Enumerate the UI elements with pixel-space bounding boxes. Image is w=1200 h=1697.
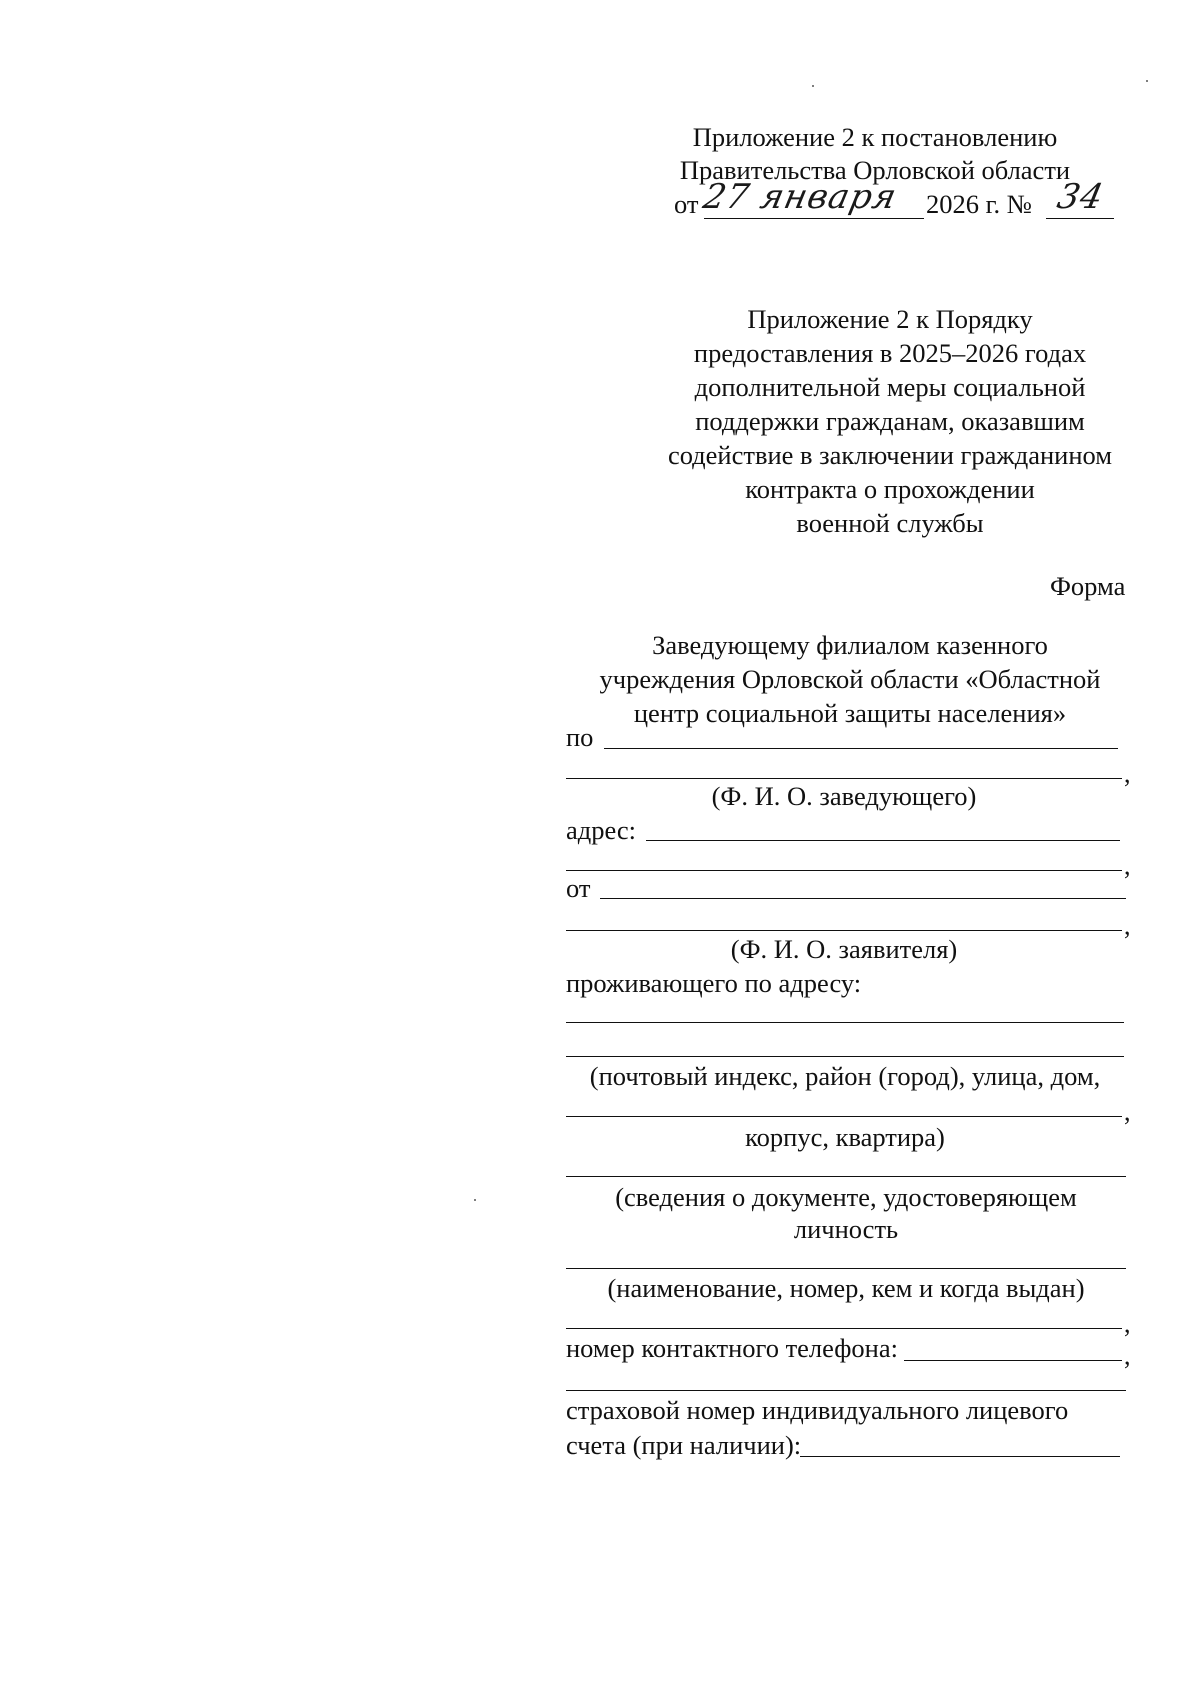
scan-speck: [812, 85, 814, 87]
id-document-hint-1: (сведения о документе, удостоверяющем: [615, 1182, 1077, 1212]
applicant-name-hint: (Ф. И. О. заявителя): [730, 934, 958, 964]
head-name-hint: (Ф. И. О. заведующего): [711, 781, 977, 811]
procedure-line: содействие в заключении гражданином: [667, 440, 1113, 470]
procedure-line: поддержки гражданам, оказавшим: [695, 406, 1085, 436]
residence-field-line-2[interactable]: [566, 1056, 1124, 1057]
comma: ,: [1124, 759, 1131, 788]
procedure-line: дополнительной меры социальной: [694, 372, 1086, 402]
applicant-name-field-line-1[interactable]: [600, 898, 1126, 899]
id-document-field-line-3[interactable]: [566, 1328, 1122, 1329]
date-underline: [704, 218, 924, 219]
decree-government-line: Правительства Орловской области: [679, 155, 1071, 185]
po-label: по: [566, 722, 594, 752]
phone-field-line[interactable]: [904, 1360, 1122, 1361]
id-document-hint-2: личность: [793, 1214, 899, 1244]
residence-hint-2: корпус, квартира): [745, 1122, 945, 1152]
handwritten-number: 34: [1053, 177, 1108, 217]
snils-label-line-1: страховой номер индивидуального лицевого: [566, 1395, 1069, 1425]
procedure-line: Приложение 2 к Порядку: [747, 304, 1033, 334]
procedure-line: контракта о прохождении: [745, 474, 1035, 504]
comma: ,: [1124, 1341, 1131, 1370]
comma: ,: [1124, 851, 1131, 880]
decree-year-number-label: 2026 г. №: [926, 189, 1033, 219]
procedure-line: военной службы: [796, 508, 984, 538]
decree-appendix-title: Приложение 2 к постановлению: [692, 122, 1058, 152]
handwritten-date: 27 января: [699, 177, 901, 217]
addressee-line: центр социальной защиты населения»: [633, 698, 1067, 728]
snils-field-line[interactable]: [800, 1456, 1120, 1457]
addressee-line: Заведующему филиалом казенного: [652, 630, 1048, 660]
residing-label: проживающего по адресу:: [566, 968, 862, 998]
address-label: адрес:: [566, 815, 637, 845]
head-name-field-line-2[interactable]: [566, 778, 1122, 779]
decree-from-prefix: от: [674, 189, 699, 219]
residence-field-line-3[interactable]: [566, 1116, 1122, 1117]
phone-label: номер контактного телефона:: [566, 1333, 898, 1363]
address-field-line-1[interactable]: [646, 840, 1120, 841]
address-field-line-2[interactable]: [566, 870, 1122, 871]
scan-speck: [1146, 80, 1148, 82]
comma: ,: [1124, 1097, 1131, 1126]
id-document-field-line-1[interactable]: [566, 1176, 1126, 1177]
snils-label-line-2: счета (при наличии):: [566, 1430, 802, 1460]
comma: ,: [1124, 1309, 1131, 1338]
from-label: от: [566, 873, 591, 903]
id-document-hint-3: (наименование, номер, кем и когда выдан): [607, 1273, 1085, 1303]
comma: ,: [1124, 911, 1131, 940]
procedure-line: предоставления в 2025–2026 годах: [693, 338, 1087, 368]
id-document-field-line-2[interactable]: [566, 1268, 1126, 1269]
residence-field-line-1[interactable]: [566, 1022, 1124, 1023]
extra-field-line[interactable]: [566, 1390, 1126, 1391]
residence-hint-1: (почтовый индекс, район (город), улица, дом,: [589, 1061, 1101, 1091]
number-underline: [1046, 218, 1114, 219]
applicant-name-field-line-2[interactable]: [566, 930, 1122, 931]
addressee-line: учреждения Орловской области «Областной: [599, 664, 1101, 694]
form-label: Форма: [1050, 571, 1126, 601]
scan-speck: [474, 1199, 476, 1201]
head-name-field-line-1[interactable]: [604, 748, 1118, 749]
